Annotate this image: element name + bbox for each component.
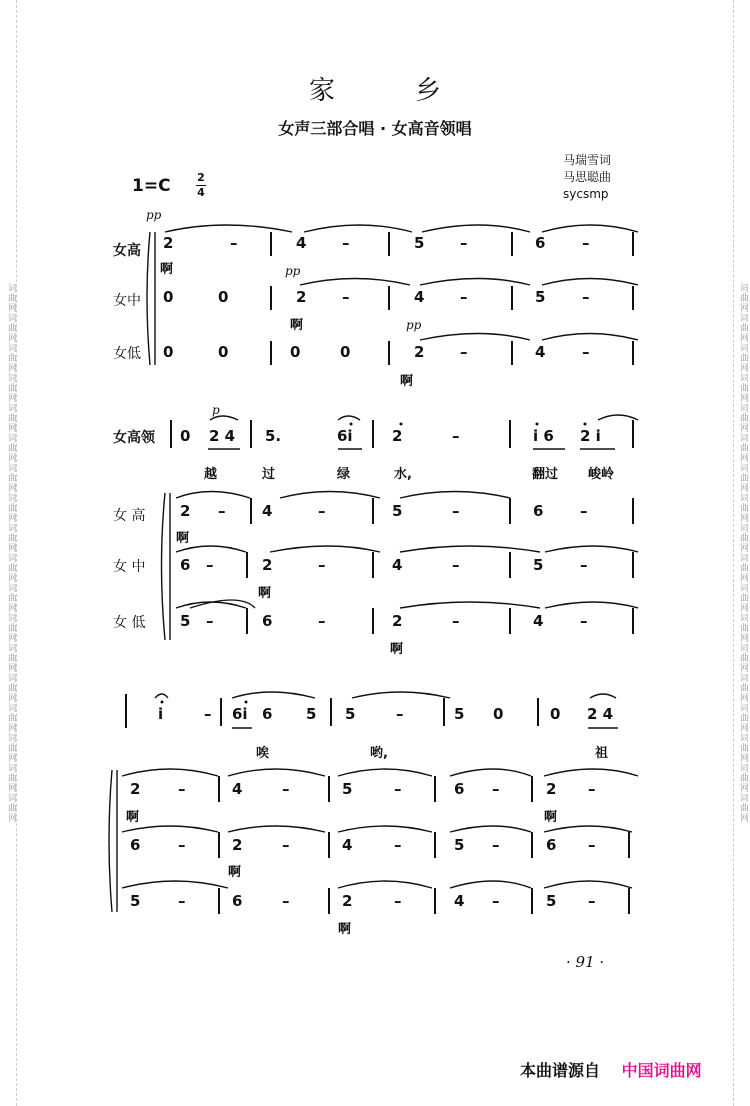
note: 0: [218, 343, 229, 361]
note: 5: [546, 892, 557, 910]
note: 6: [533, 502, 544, 520]
barline: [170, 420, 172, 448]
note: 5: [392, 502, 403, 520]
barline: [250, 498, 252, 524]
note-dash: –: [582, 288, 590, 306]
lyric: 啊: [160, 262, 174, 277]
part-label-soprano: 女 高: [113, 508, 146, 524]
barline: [218, 888, 220, 914]
barline: [511, 286, 513, 310]
lyric: 过: [262, 467, 276, 482]
note: 2: [262, 556, 273, 574]
lyric: 唉: [256, 746, 270, 761]
note: 5: [345, 705, 356, 723]
part-label-soprano: 女高: [113, 243, 141, 259]
note: 4: [535, 343, 546, 361]
note-dash: –: [218, 502, 226, 520]
note-dash: –: [580, 502, 588, 520]
barline: [372, 608, 374, 634]
barline: [328, 888, 330, 914]
note-dotted: 5.: [265, 427, 282, 445]
barline: [270, 286, 272, 310]
lyric: 越: [204, 467, 218, 482]
lyric: 啊: [338, 922, 352, 937]
note-dash: –: [282, 836, 290, 854]
note: 2: [392, 612, 403, 630]
note: 4: [232, 780, 243, 798]
note: 6: [454, 780, 465, 798]
lyric: 峻岭: [588, 467, 615, 482]
note-dash: –: [582, 234, 590, 252]
part-label-low: 女低: [113, 346, 141, 362]
note-dash: –: [452, 502, 460, 520]
side-watermark-right: 词曲网词曲网词曲网词曲网词曲网词曲网词曲网词曲网词曲网词曲网词曲网词曲网词曲网词曲网词曲网词曲网词曲网词曲网: [733, 0, 748, 1106]
note-group: 2 i: [580, 427, 601, 445]
note-dash: –: [452, 556, 460, 574]
note: 6: [546, 836, 557, 854]
lyric: 祖: [595, 746, 609, 761]
note-dash: –: [282, 780, 290, 798]
time-sig-bottom: 4: [197, 186, 205, 199]
barline: [509, 608, 511, 634]
note-group: 6i: [232, 705, 248, 723]
lyric: 啊: [290, 318, 304, 333]
key-signature: 1=C: [132, 176, 171, 196]
note-high: i: [158, 705, 164, 723]
note-dash: –: [318, 502, 326, 520]
part-label-lead: 女高领: [113, 430, 155, 446]
barline: [372, 552, 374, 578]
note-dash: –: [460, 234, 468, 252]
barline: [330, 698, 332, 726]
barline: [511, 232, 513, 256]
dynamic-pp: pp: [285, 264, 301, 278]
note: 6: [232, 892, 243, 910]
lyricist: 马瑞雪词: [563, 153, 612, 167]
lyric: 啊: [126, 810, 140, 825]
barline: [218, 832, 220, 858]
note-dash: –: [452, 612, 460, 630]
note: 4: [454, 892, 465, 910]
note: 4: [262, 502, 273, 520]
lyric: 哟,: [370, 746, 388, 761]
barline: [388, 341, 390, 365]
note-dash: –: [178, 892, 186, 910]
note-dash: –: [282, 892, 290, 910]
note-dash: –: [178, 780, 186, 798]
note: 6: [180, 556, 191, 574]
note: 5: [535, 288, 546, 306]
barline: [537, 698, 539, 726]
source-label: 本曲谱源自: [520, 1061, 601, 1080]
dynamic-pp: pp: [406, 318, 422, 332]
watermark-text: sycsmp: [563, 187, 609, 201]
note-dash: –: [342, 234, 350, 252]
barline: [509, 420, 511, 448]
note: 2: [296, 288, 307, 306]
note-dash: –: [580, 612, 588, 630]
note: 5: [454, 836, 465, 854]
note: 0: [163, 343, 174, 361]
note: 5: [306, 705, 317, 723]
note: 0: [550, 705, 561, 723]
note: 2: [414, 343, 425, 361]
note-group: i 6: [533, 427, 554, 445]
lyric: 啊: [390, 642, 404, 657]
note: 6: [262, 612, 273, 630]
barline: [270, 232, 272, 256]
barline: [125, 694, 127, 728]
note-high: 2: [392, 427, 403, 445]
barline: [388, 232, 390, 256]
lyric: 啊: [176, 531, 190, 546]
barline: [250, 420, 252, 448]
note: 4: [392, 556, 403, 574]
dynamic-p: p: [212, 403, 220, 417]
barline: [509, 552, 511, 578]
note-dash: –: [318, 556, 326, 574]
barline: [372, 420, 374, 448]
note: 2: [232, 836, 243, 854]
barline: [632, 552, 634, 578]
note: 6: [262, 705, 273, 723]
note: 5: [130, 892, 141, 910]
note-group: 2 4: [209, 427, 236, 445]
lyric: 啊: [258, 586, 272, 601]
barline: [531, 832, 533, 858]
note-dash: –: [318, 612, 326, 630]
time-sig-top: 2: [197, 171, 205, 184]
note: 0: [218, 288, 229, 306]
lyric: 啊: [544, 810, 558, 825]
barline: [434, 832, 436, 858]
song-title: 家乡: [308, 76, 521, 106]
note-dash: –: [492, 892, 500, 910]
composer: 马思聪曲: [563, 170, 612, 184]
note-dash: –: [206, 612, 214, 630]
note: 0: [163, 288, 174, 306]
lyric: 啊: [228, 865, 242, 880]
barline: [372, 498, 374, 524]
note-group: 6i: [337, 427, 353, 445]
note: 0: [290, 343, 301, 361]
note-dash: –: [460, 343, 468, 361]
note: 2: [163, 234, 174, 252]
note-dash: –: [452, 427, 460, 445]
barline: [270, 341, 272, 365]
note: 0: [180, 427, 191, 445]
note: 5: [342, 780, 353, 798]
note: 5: [454, 705, 465, 723]
barline: [434, 888, 436, 914]
note-dash: –: [396, 705, 404, 723]
note: 2: [180, 502, 191, 520]
barline: [531, 776, 533, 802]
lyric: 啊: [400, 374, 414, 389]
lyric: 水,: [394, 467, 412, 482]
dynamic-pp: pp: [146, 208, 162, 222]
part-label-low: 女 低: [113, 615, 146, 631]
barline: [628, 832, 630, 858]
note-dash: –: [588, 836, 596, 854]
note-dash: –: [460, 288, 468, 306]
note-dash: –: [230, 234, 238, 252]
note-dash: –: [204, 705, 212, 723]
note-dash: –: [588, 892, 596, 910]
note-dash: –: [206, 556, 214, 574]
note-dash: –: [178, 836, 186, 854]
source-site[interactable]: 中国词曲网: [621, 1061, 702, 1080]
note: 6: [130, 836, 141, 854]
note-dash: –: [342, 288, 350, 306]
part-label-alto: 女中: [113, 293, 141, 309]
note: 5: [180, 612, 191, 630]
note: 5: [414, 234, 425, 252]
page-number: · 91 ·: [566, 953, 605, 971]
note: 4: [533, 612, 544, 630]
barline: [220, 698, 222, 726]
note: 2: [342, 892, 353, 910]
barline: [246, 608, 248, 634]
barline: [632, 286, 634, 310]
barline: [632, 341, 634, 365]
side-watermark-left: 词曲网词曲网词曲网词曲网词曲网词曲网词曲网词曲网词曲网词曲网词曲网词曲网词曲网词曲网词曲网词曲网词曲网词曲网: [2, 0, 17, 1106]
barline: [218, 776, 220, 802]
note: 2: [546, 780, 557, 798]
note: 4: [296, 234, 307, 252]
note: 2: [130, 780, 141, 798]
barline: [246, 552, 248, 578]
barline: [632, 232, 634, 256]
note-dash: –: [394, 780, 402, 798]
note-dash: –: [492, 836, 500, 854]
lyric: 翻过: [532, 467, 559, 482]
note: 6: [535, 234, 546, 252]
barline: [328, 776, 330, 802]
note-dash: –: [394, 836, 402, 854]
note-group: 2 4: [587, 705, 614, 723]
note-dash: –: [588, 780, 596, 798]
barline: [632, 608, 634, 634]
note-dash: –: [492, 780, 500, 798]
note: 4: [414, 288, 425, 306]
note: 0: [340, 343, 351, 361]
barline: [434, 776, 436, 802]
note-dash: –: [580, 556, 588, 574]
barline: [632, 498, 634, 524]
time-signature: [196, 172, 206, 199]
barline: [628, 888, 630, 914]
note-dash: –: [582, 343, 590, 361]
barline: [388, 286, 390, 310]
barline: [531, 888, 533, 914]
lyric: 绿: [337, 467, 351, 482]
barline: [511, 341, 513, 365]
barline: [509, 498, 511, 524]
note: 5: [533, 556, 544, 574]
barline: [328, 832, 330, 858]
note-dash: –: [394, 892, 402, 910]
barline: [443, 698, 445, 726]
brace: [147, 232, 150, 365]
song-subtitle: 女声三部合唱 · 女高音领唱: [278, 119, 472, 138]
note: 0: [493, 705, 504, 723]
part-label-alto: 女 中: [113, 559, 146, 575]
credits: [563, 152, 611, 203]
note: 4: [342, 836, 353, 854]
source-line: [520, 1058, 702, 1081]
barline: [632, 420, 634, 448]
